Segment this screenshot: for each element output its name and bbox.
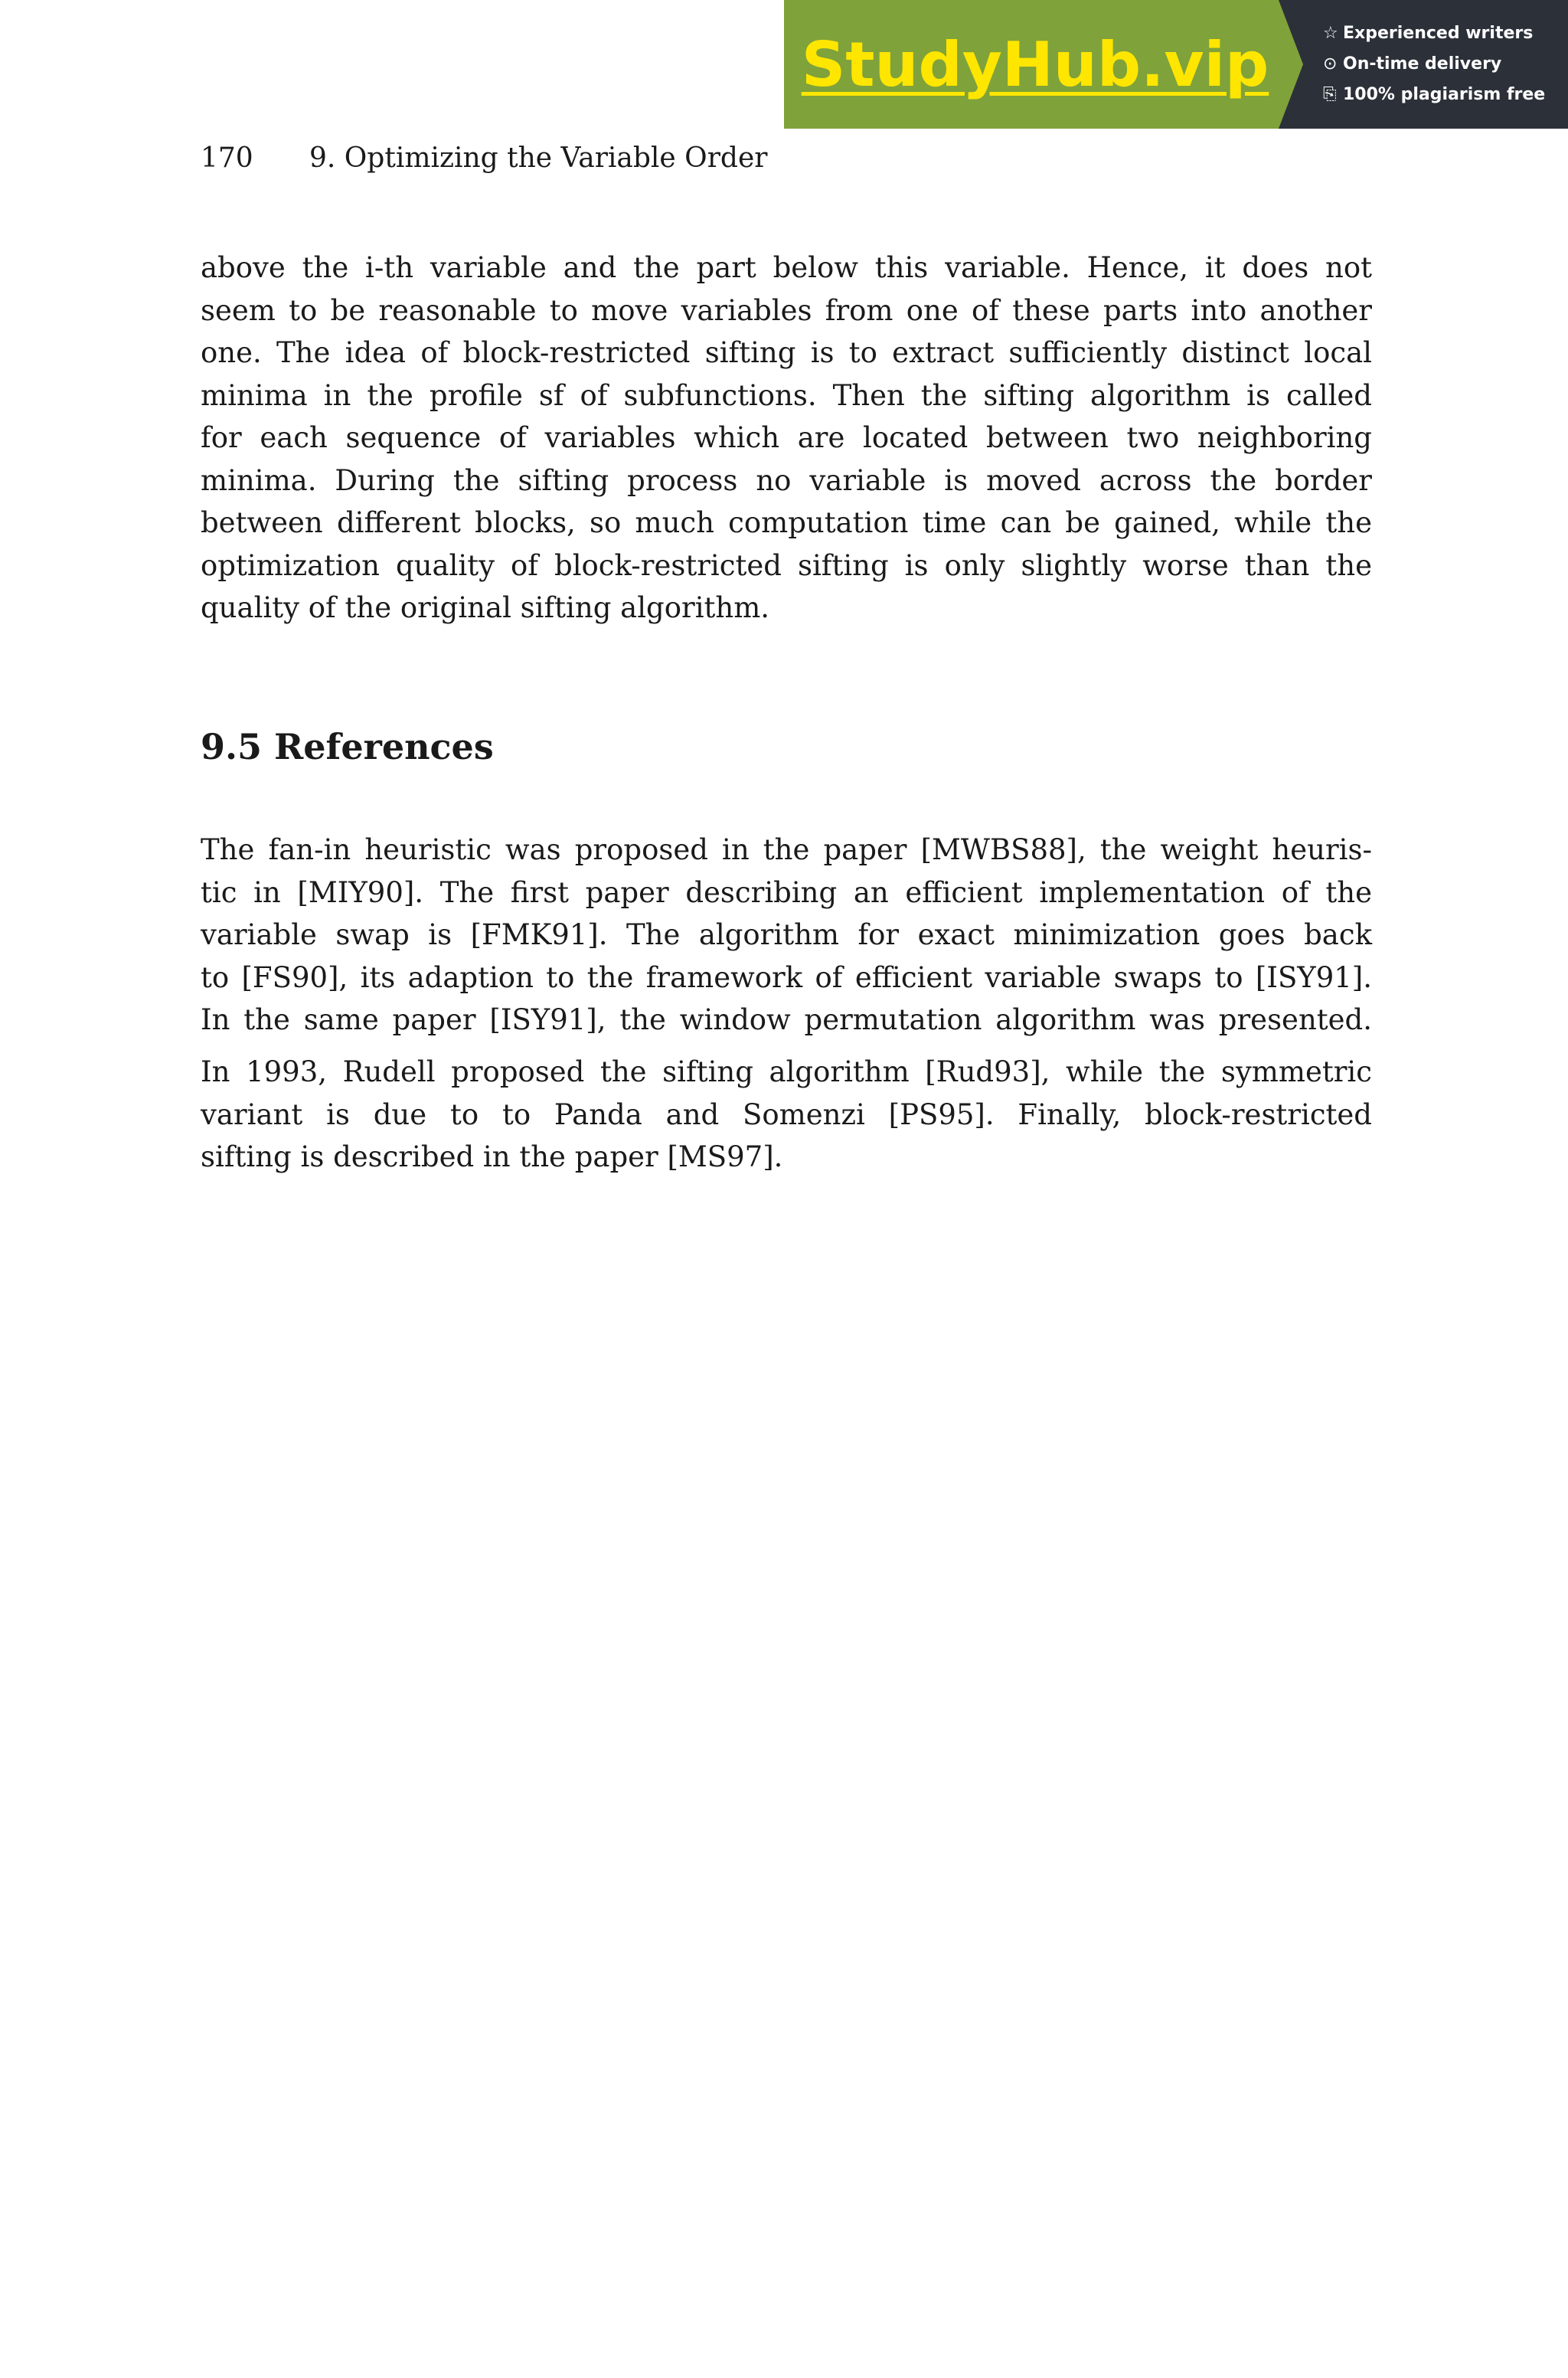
text-line: seem to be reasonable to move variables from one of these parts into another <box>201 293 1372 327</box>
text-line: The fan-in heuristic was proposed in the paper [MWBS88], the weight heuris- <box>201 833 1372 866</box>
text-line: minima in the profile sf of subfunctions. Then the sifting algorithm is called <box>201 378 1372 412</box>
feature-plagiarism-free <box>1323 80 1568 110</box>
star-outline-icon: ☆ <box>1323 24 1338 43</box>
feature-label: On-time delivery <box>1343 54 1502 74</box>
text-line: to [FS90], its adaption to the framework of efficient variable swaps to [ISY91]. <box>201 960 1372 994</box>
ad-banner[interactable] <box>784 0 1568 129</box>
text-line: variant is due to to Panda and Somenzi [PS95]. Finally, block-restricted <box>201 1097 1372 1131</box>
feature-label: Experienced writers <box>1343 24 1534 43</box>
text-line: In the same paper [ISY91], the window permutation algorithm was presented. <box>201 1003 1372 1036</box>
paragraph-sifting-references <box>201 1051 1372 1179</box>
running-head <box>201 142 767 174</box>
studyhub-logo: StudyHub.vip <box>801 28 1269 100</box>
text-line: optimization quality of block-restricted sifting is only slightly worse than the <box>201 548 1372 582</box>
paragraph-references <box>201 829 1372 1042</box>
paragraph-block-restricted-sifting <box>201 247 1372 630</box>
banner-features-panel <box>1279 0 1568 129</box>
banner-arrow-shape <box>1279 0 1303 129</box>
text-line: above the i-th variable and the part below this variable. Hence, it does not <box>201 251 1372 284</box>
document-copy-icon: ⎘ <box>1323 85 1337 104</box>
section-heading: 9.5 References <box>201 726 494 767</box>
feature-on-time-delivery <box>1323 49 1568 80</box>
text-line: one. The idea of block-restricted sifting is to extract sufficiently distinct local <box>201 336 1372 369</box>
page-number: 170 <box>201 142 253 174</box>
banner-logo-panel <box>784 0 1279 129</box>
text-line: tic in [MIY90]. The first paper describing an efficient implementation of the <box>201 875 1372 909</box>
text-line: In 1993, Rudell proposed the sifting algorithm [Rud93], while the symmetric <box>201 1055 1372 1088</box>
text-line: minima. During the sifting process no variable is moved across the border <box>201 463 1372 497</box>
feature-label: 100% plagiarism free <box>1343 85 1546 104</box>
text-line: for each sequence of variables which are located between two neighboring <box>201 421 1372 454</box>
clock-icon: ⊙ <box>1323 54 1338 74</box>
text-line: between different blocks, so much computation time can be gained, while the <box>201 506 1372 539</box>
chapter-title: 9. Optimizing the Variable Order <box>309 142 768 174</box>
feature-experienced-writers <box>1323 18 1568 49</box>
text-line: quality of the original sifting algorithm. <box>201 591 770 624</box>
text-line: variable swap is [FMK91]. The algorithm for exact minimization goes back <box>201 918 1372 951</box>
text-line: sifting is described in the paper [MS97]. <box>201 1140 783 1173</box>
